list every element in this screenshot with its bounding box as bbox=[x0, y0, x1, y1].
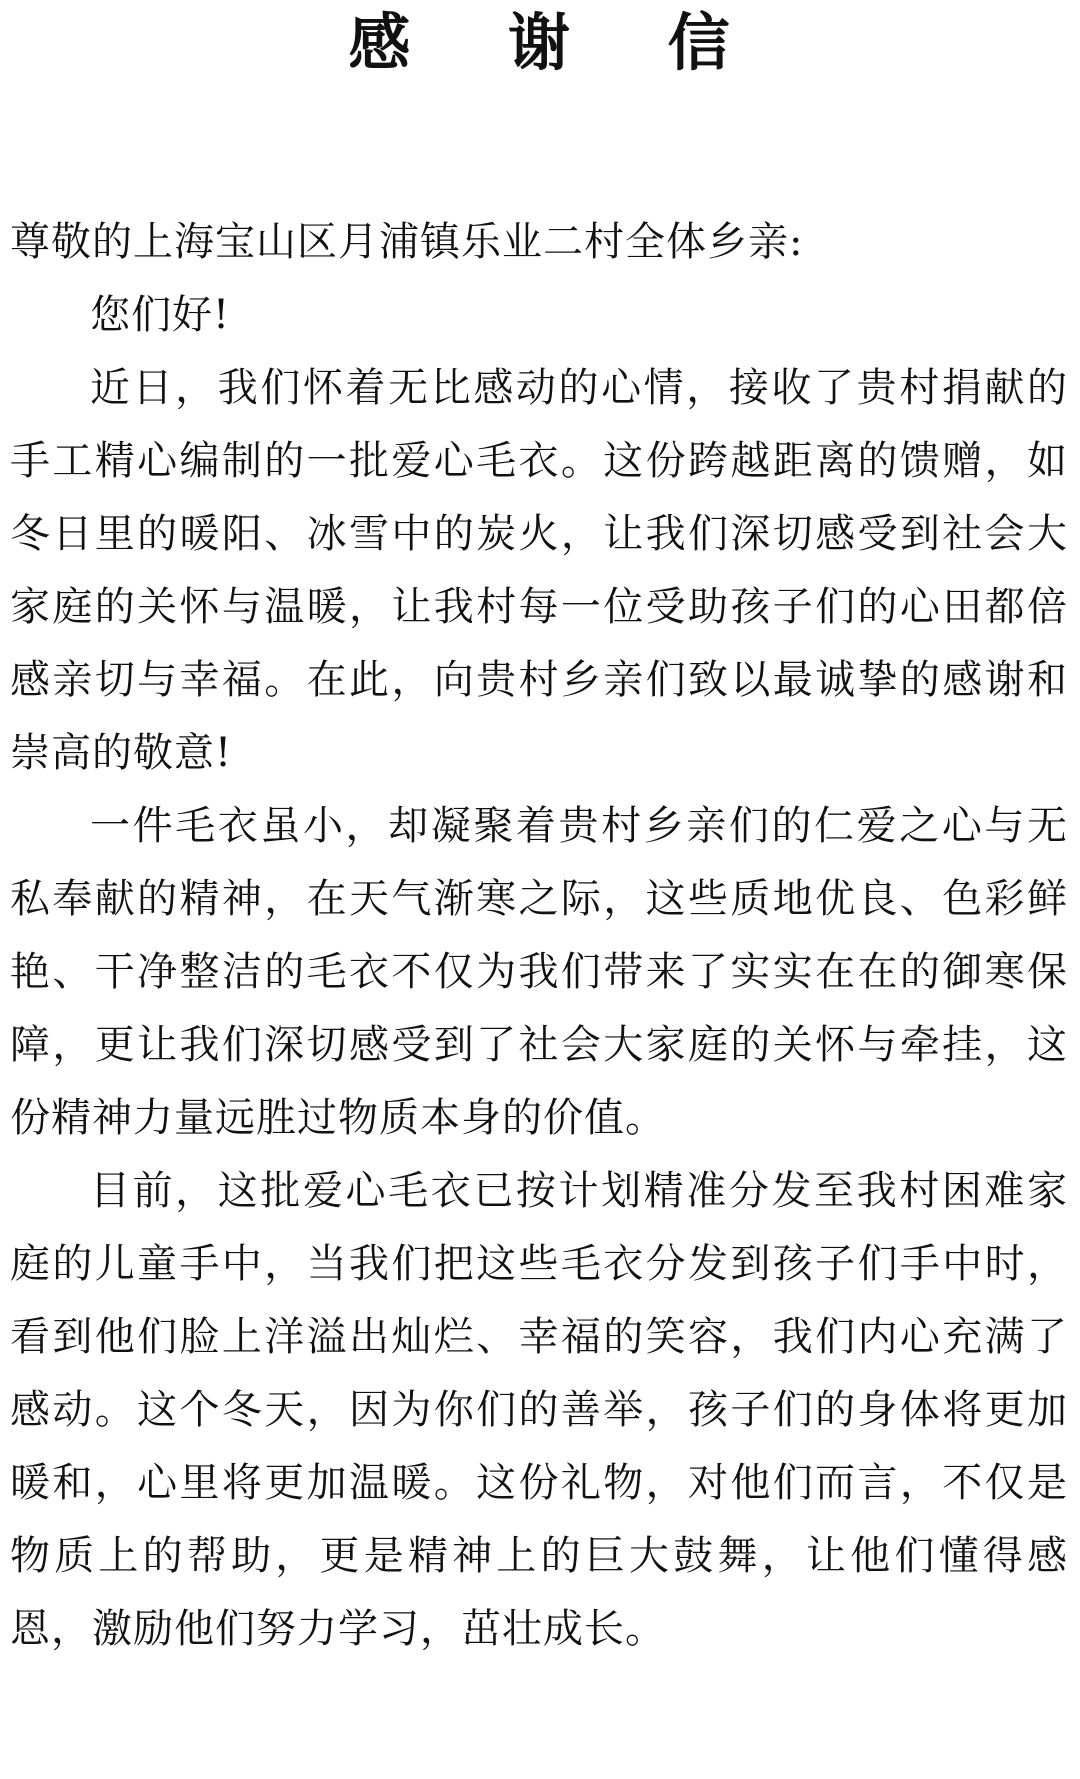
letter-body bbox=[10, 206, 1068, 1666]
paragraph-distribution: 目前，这批爱心毛衣已按计划精准分发至我村困难家庭的儿童手中，当我们把这些毛衣分发到孩子们手中时，看到他们脸上洋溢出灿烂、幸福的笑容，我们内心充满了感动。这个冬天，因为你们的善举，孩子们的身体将更加暖和，心里将更加温暖。这份礼物，对他们而言，不仅是物质上的帮助，更是精神上的巨大鼓舞，让他们懂得感恩，激励他们努力学习，茁壮成长。 bbox=[10, 1168, 1068, 1652]
paragraph-sweaters: 一件毛衣虽小，却凝聚着贵村乡亲们的仁爱之心与无私奉献的精神，在天气渐寒之际，这些质地优良、色彩鲜艳、干净整洁的毛衣不仅为我们带来了实实在在的御寒保障，更让我们深切感受到了社会大家庭的关怀与牵挂，这份精神力量远胜过物质本身的价值。 bbox=[10, 803, 1068, 1141]
greeting: 您们好! bbox=[90, 292, 231, 338]
salutation: 尊敬的上海宝山区月浦镇乐业二村全体乡亲: bbox=[10, 219, 804, 265]
letter-title: 感 谢 信 bbox=[348, 6, 768, 79]
paragraph-gratitude: 近日，我们怀着无比感动的心情，接收了贵村捐献的手工精心编制的一批爱心毛衣。这份跨越距离的馈赠，如冬日里的暖阳、冰雪中的炭火，让我们深切感受到社会大家庭的关怀与温暖，让我村每一位受助孩子们的心田都倍感亲切与幸福。在此，向贵村乡亲们致以最诚挚的感谢和崇高的敬意! bbox=[10, 365, 1068, 776]
